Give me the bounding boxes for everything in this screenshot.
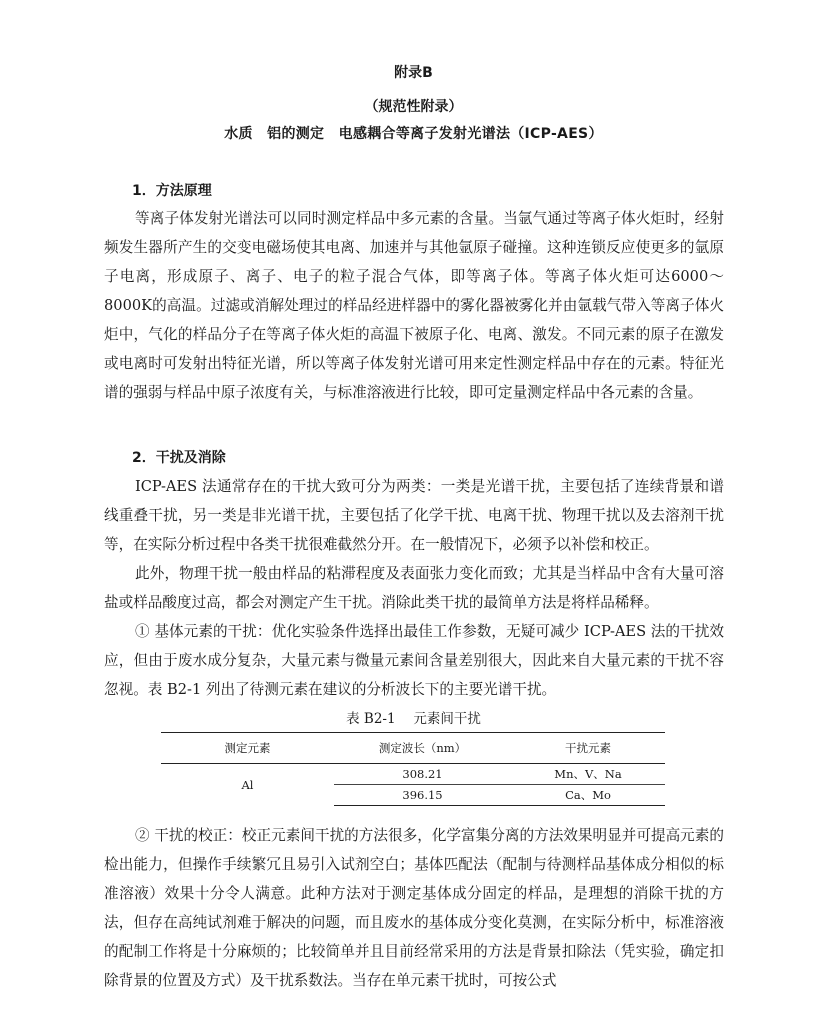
- appendix-type: （规范性附录）: [364, 99, 463, 115]
- paragraph-interference-types: ICP-AES 法通常存在的干扰大致可分为两类：一类是光谱干扰，主要包括了连续背景和谱线重叠干扰，另一类是非光谱干扰，主要包括了化学干扰、电离干扰、物理干扰以及去溶剂干扰等，在实际分析过程中各类干扰很难截然分开。在一般情况下，必须予以补偿和校正。: [104, 478, 724, 553]
- cell-element: Al: [241, 777, 254, 792]
- header-wavelength: 测定波长（nm）: [334, 733, 511, 764]
- paragraph-correction: ② 干扰的校正：校正元素间干扰的方法很多，化学富集分离的方法效果明显并可提高元素的检出能力，但操作手续繁冗且易引入试剂空白；基体匹配法（配制与待测样品基体成分相似的标准溶液）效果十分令人满意。此种方法对于测定基体成分固定的样品，是理想的消除干扰的方法，但存在高纯试剂难于解决的问题，而且废水的基体成分变化莫测，在实际分析中，标准溶液的配制工作将是十分麻烦的；比较简单并且目前经常采用的方法是背景扣除法（凭实验，确定扣除背景的位置及方式）及干扰系数法。当存在单元素干扰时，可按公式: [104, 827, 724, 989]
- paragraph-physical-interference: 此外，物理干扰一般由样品的粘滞程度及表面张力变化而致；尤其是当样品中含有大量可溶盐或样品酸度过高，都会对测定产生干扰。消除此类干扰的最简单方法是将样品稀释。: [104, 565, 724, 611]
- document-title: 水质 铝的测定 电感耦合等离子发射光谱法（ICP-AES）: [224, 126, 603, 142]
- paragraph-principle: 等离子体发射光谱法可以同时测定样品中多元素的含量。当氩气通过等离子体火炬时，经射频发生器所产生的交变电磁场使其电离、加速并与其他氩原子碰撞。这种连锁反应使更多的氩原子电离，形成原子、离子、电子的粒子混合气体，即等离子体。等离子体火炬可达6000～8000K的高温。过滤或消解处理过的样品经进样器中的雾化器被雾化并由氩载气带入等离子体火炬中，气化的样品分子在等离子体火炬的高温下被原子化、电离、激发。不同元素的原子在激发或电离时可发射出特征光谱，所以等离子体发射光谱可用来定性测定样品中存在的元素。特征光谱的强弱与样品中原子浓度有关，与标准溶液进行比较，即可定量测定样品中各元素的含量。: [104, 210, 724, 401]
- header-element: 测定元素: [161, 733, 334, 764]
- section-heading-principle: 1．方法原理: [132, 183, 212, 199]
- cell-interferents: Ca、Mo: [511, 785, 665, 806]
- appendix-label: 附录B: [394, 65, 433, 81]
- header-interferents: 干扰元素: [511, 733, 665, 764]
- table-caption: 表 B2-1 元素间干扰: [346, 711, 481, 727]
- cell-interferents: Mn、V、Na: [511, 764, 665, 785]
- section-heading-interference: 2．干扰及消除: [132, 450, 226, 466]
- cell-wavelength: 396.15: [334, 785, 511, 806]
- cell-wavelength: 308.21: [334, 764, 511, 785]
- table-row: [161, 764, 665, 785]
- paragraph-matrix-interference: ① 基体元素的干扰：优化实验条件选择出最佳工作参数，无疑可减少 ICP-AES 法的干扰效应，但由于废水成分复杂，大量元素与微量元素间含量差别很大，因此来自大量元素的干扰不容忽视。表 B2-1 列出了待测元素在建议的分析波长下的主要光谱干扰。: [104, 623, 724, 698]
- table-header-row: [161, 733, 665, 764]
- interference-table: [161, 732, 665, 806]
